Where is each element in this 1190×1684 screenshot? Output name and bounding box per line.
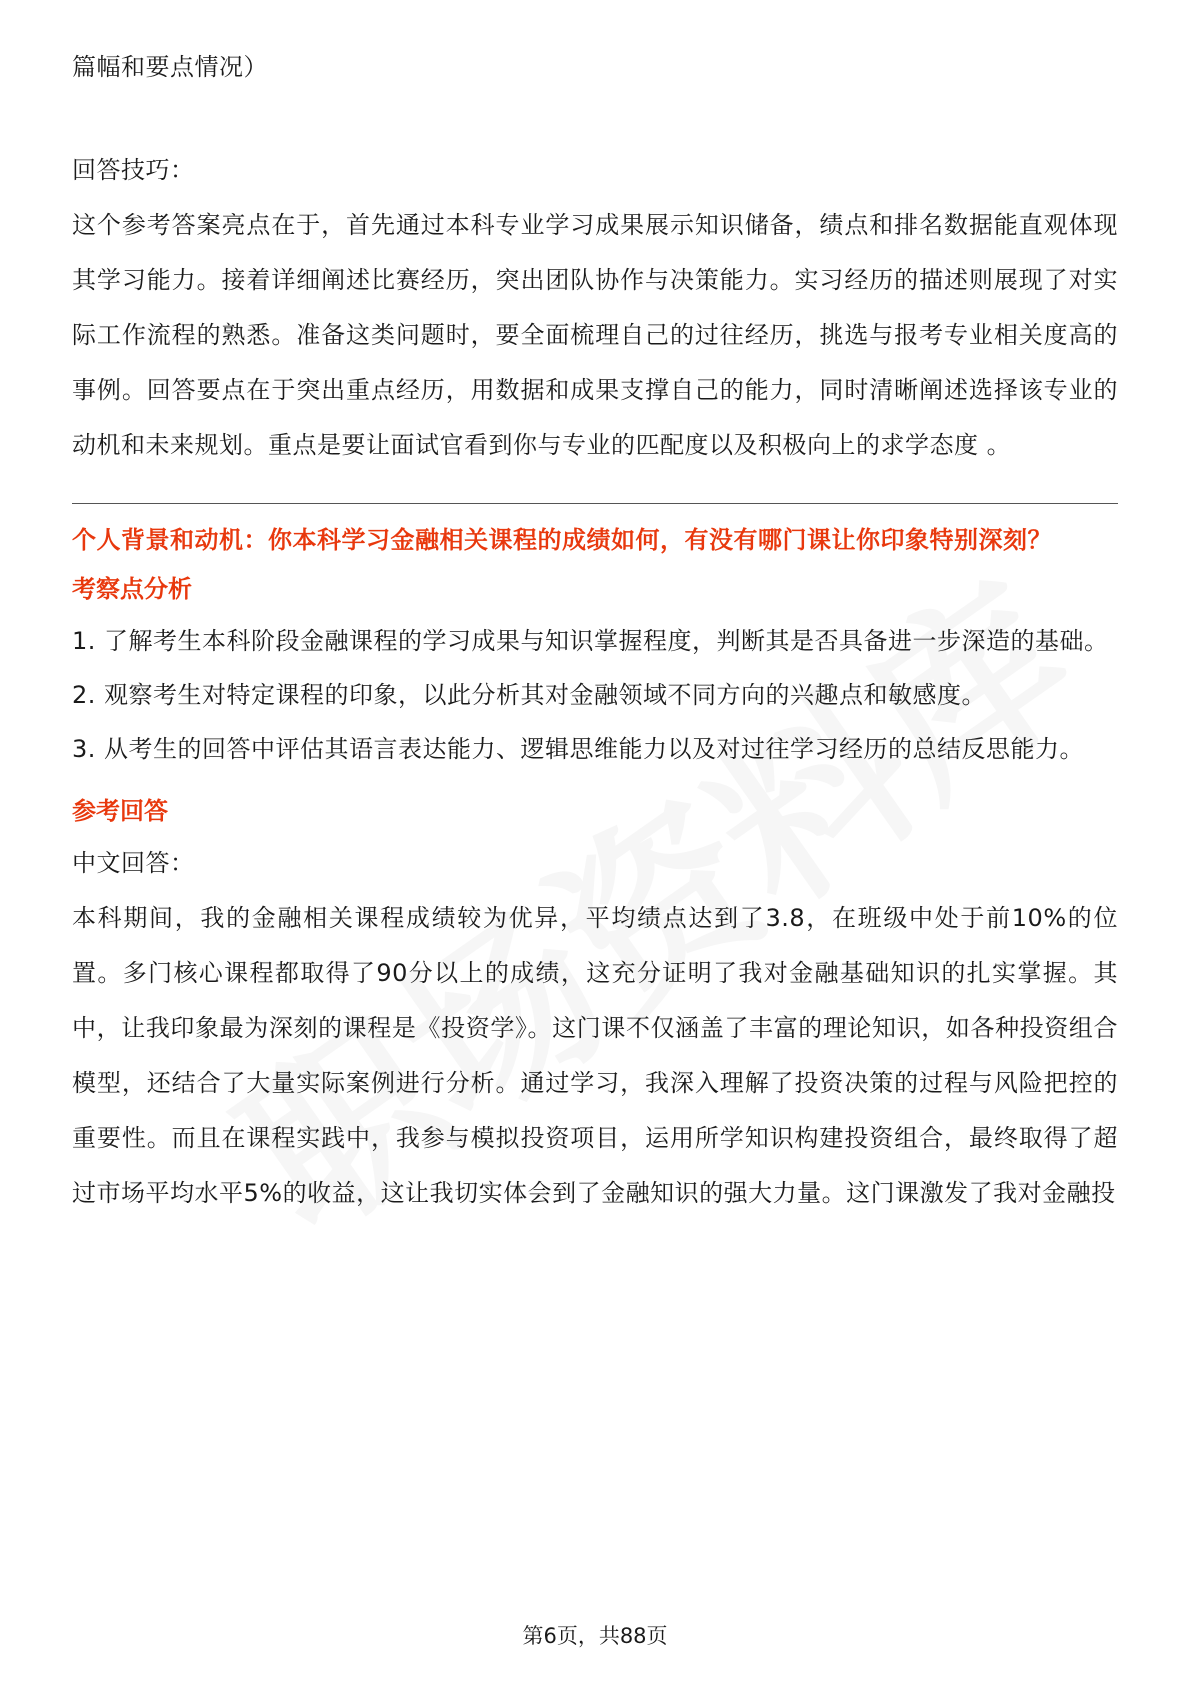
reference-subheading: 中文回答： (72, 849, 195, 877)
reference-heading: 参考回答 (72, 797, 168, 825)
analysis-heading: 考察点分析 (72, 575, 192, 603)
analysis-item-1: 1. 了解考生本科阶段金融课程的学习成果与知识掌握程度，判断其是否具备进一步深造的基础。 (72, 627, 1109, 655)
continuation-text: 篇幅和要点情况） (72, 53, 268, 81)
page-content (72, 40, 1118, 1221)
tips-heading: 回答技巧： (72, 156, 195, 184)
analysis-item-2: 2. 观察考生对特定课程的印象，以此分析其对金融领域不同方向的兴趣点和敏感度。 (72, 681, 987, 709)
spacer (72, 776, 1118, 784)
section-divider (72, 503, 1118, 504)
reference-body: 本科期间，我的金融相关课程成绩较为优异，平均绩点达到了3.8，在班级中处于前10%的位置。多门核心课程都取得了90分以上的成绩，这充分证明了我对金融基础知识的扎实掌握。其中，让我印象最为深刻的课程是《投资学》。这门课不仅涵盖了丰富的理论知识，如各种投资组合模型，还结合了大量实际案例进行分析。通过学习，我深入理解了投资决策的过程与风险把控的重要性。而且在课程实践中，我参与模拟投资项目，运用所学知识构建投资组合，最终取得了超过市场平均水平5%的收益，这让我切实体会到了金融知识的强大力量。这门课激发了我对金融投 (72, 904, 1118, 1207)
tips-body: 这个参考答案亮点在于，首先通过本科专业学习成果展示知识储备，绩点和排名数据能直观体现其学习能力。接着详细阐述比赛经历，突出团队协作与决策能力。实习经历的描述则展现了对实际工作流程的熟悉。准备这类问题时，要全面梳理自己的过往经历，挑选与报考专业相关度高的事例。回答要点在于突出重点经历，用数据和成果支撑自己的能力，同时清晰阐述选择该专业的动机和未来规划。重点是要让面试官看到你与专业的匹配度以及积极向上的求学态度 。 (72, 211, 1118, 459)
question-title: 个人背景和动机：你本科学习金融相关课程的成绩如何，有没有哪门课让你印象特别深刻？ (72, 526, 1052, 554)
spacer (72, 95, 1118, 143)
page-number-footer: 第6页，共88页 (522, 1624, 668, 1648)
analysis-item-3: 3. 从考生的回答中评估其语言表达能力、逻辑思维能力以及对过往学习经历的总结反思能力。 (72, 735, 1085, 763)
